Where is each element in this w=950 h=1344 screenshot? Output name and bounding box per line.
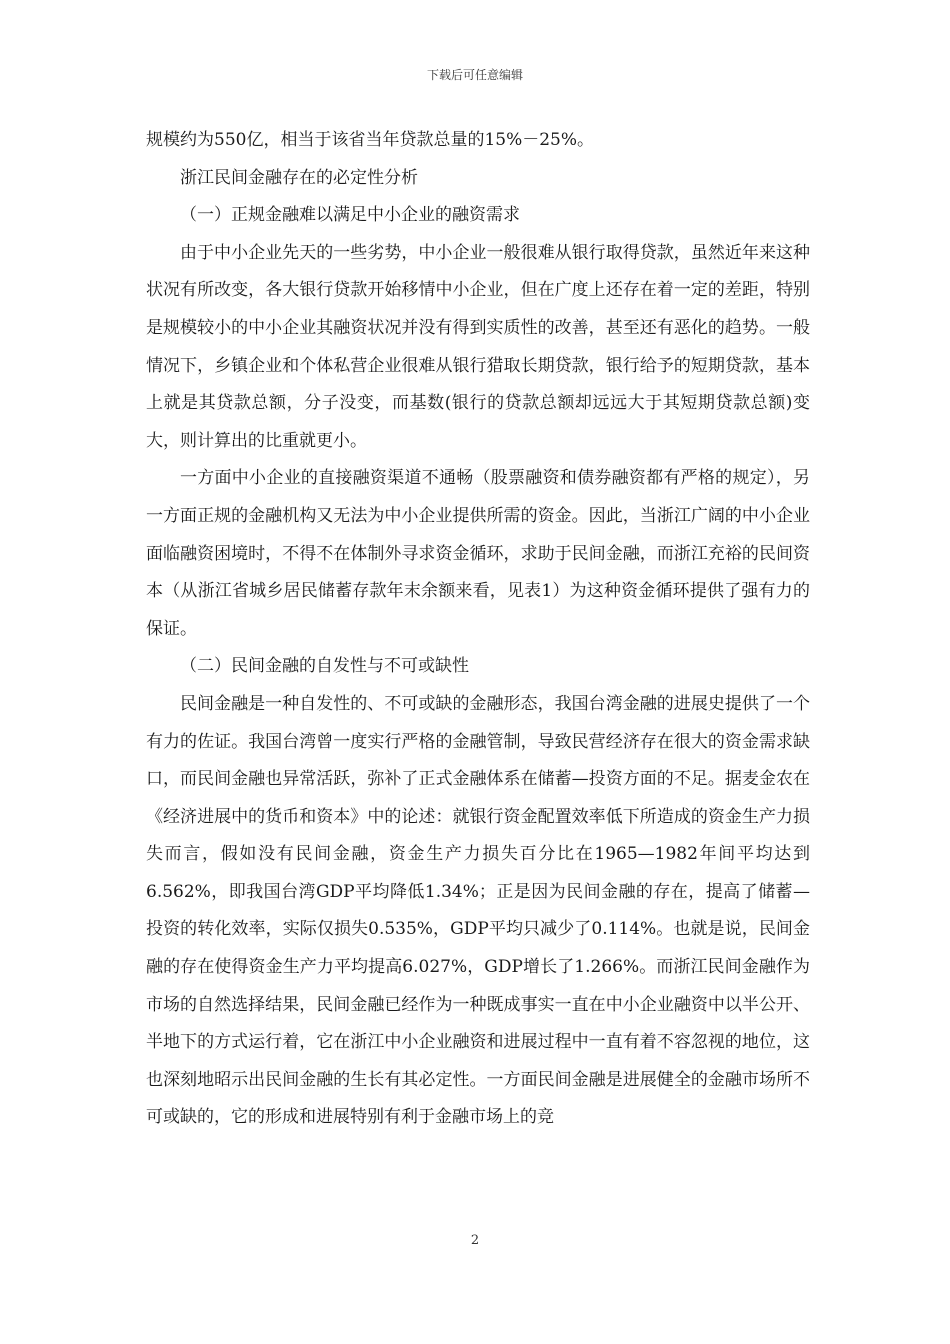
document-body bbox=[146, 122, 810, 1137]
subsection-heading-1: （一）正规金融难以满足中小企业的融资需求 bbox=[180, 205, 520, 226]
paragraph: 一方面中小企业的直接融资渠道不通畅（股票融资和债券融资都有严格的规定），另一方面正规的金融机构又无法为中小企业提供所需的资金。因此，当浙江广阔的中小企业面临融资困境时，不得不在体制外寻求资金循环，求助于民间金融，而浙江充裕的民间资本（从浙江省城乡居民储蓄存款年末余额来看，见表1）为这种资金循环提供了强有力的保证。 bbox=[146, 468, 810, 639]
subsection-heading-2: （二）民间金融的自发性与不可或缺性 bbox=[180, 656, 469, 677]
paragraph: 民间金融是一种自发性的、不可或缺的金融形态，我国台湾金融的进展史提供了一个有力的佐证。我国台湾曾一度实行严格的金融管制，导致民营经济存在很大的资金需求缺口，而民间金融也异常活跃，弥补了正式金融体系在储蓄—投资方面的不足。据麦金农在《经济进展中的货币和资本》中的论述：就银行资金配置效率低下所造成的资金生产力损失而言，假如没有民间金融，资金生产力损失百分比在1965—1982年间平均达到6.562%，即我国台湾GDP平均降低1.34%；正是因为民间金融的存在，提高了储蓄—投资的转化效率，实际仅损失0.535%，GDP平均只减少了0.114%。也就是说，民间金融的存在使得资金生产力平均提高6.027%，GDP增长了1.266%。而浙江民间金融作为市场的自然选择结果，民间金融已经作为一种既成事实一直在中小企业融资中以半公开、半地下的方式运行着，它在浙江中小企业融资和进展过程中一直有着不容忽视的地位，这也深刻地昭示出民间金融的生长有其必定性。一方面民间金融是进展健全的金融市场所不可或缺的，它的形成和进展特别有利于金融市场上的竞 bbox=[146, 693, 810, 1128]
page-number: 2 bbox=[470, 1233, 480, 1248]
paragraph-continuation: 规模约为550亿，相当于该省当年贷款总量的15%－25%。 bbox=[146, 130, 595, 150]
page-header: 下载后可任意编辑 bbox=[426, 68, 523, 82]
paragraph: 由于中小企业先天的一些劣势，中小企业一般很难从银行取得贷款，虽然近年来这种状况有所改变，各大银行贷款开始移情中小企业，但在广度上还存在着一定的差距，特别是规模较小的中小企业其融资状况并没有得到实质性的改善，甚至还有恶化的趋势。一般情况下，乡镇企业和个体私营企业很难从银行猎取长期贷款，银行给予的短期贷款，基本上就是其贷款总额，分子没变，而基数(银行的贷款总额却远远大于其短期贷款总额)变大，则计算出的比重就更小。 bbox=[146, 242, 810, 451]
section-heading: 浙江民间金融存在的必定性分析 bbox=[180, 167, 418, 188]
